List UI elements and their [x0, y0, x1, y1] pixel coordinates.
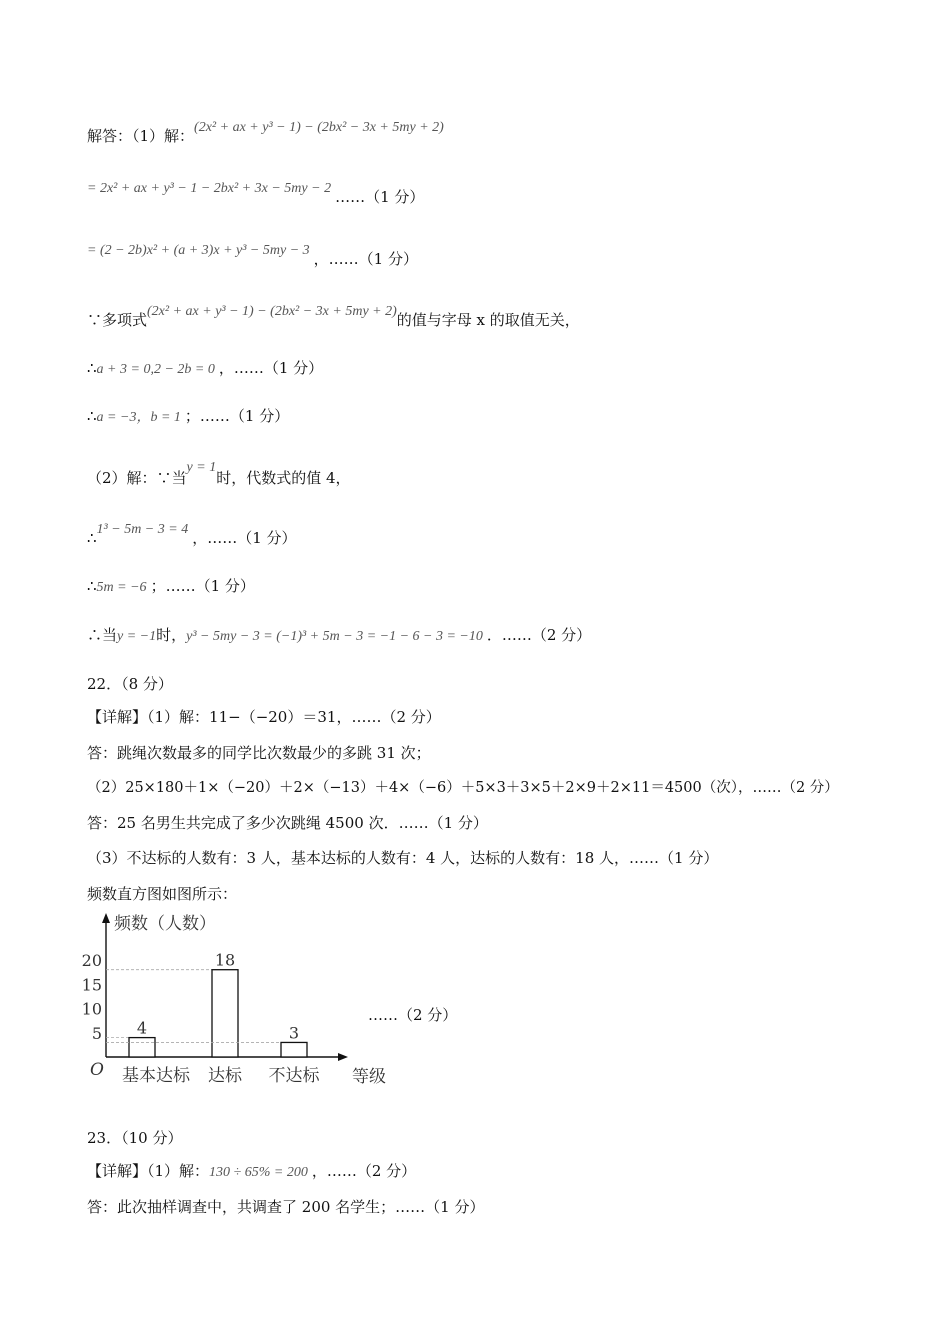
bar: [281, 1042, 307, 1057]
line-prefix: ∵多项式: [87, 311, 148, 329]
category-label: 达标: [208, 1066, 242, 1086]
frequency-histogram: [81, 907, 386, 1092]
category-label: 不达标: [268, 1066, 320, 1086]
math-expression: (2x² + ax + y³ − 1) − (2bx² − 3x + 5my + 2): [194, 120, 444, 135]
y-tick-label: 20: [81, 951, 102, 970]
solution-line-8: [87, 522, 297, 550]
math-expression: a + 3 = 0,2 − 2b = 0: [96, 362, 215, 377]
chart-score-note: ……（2 分）: [368, 1006, 458, 1024]
y-tick-label: 5: [91, 1023, 102, 1043]
y-axis-arrow: [102, 913, 110, 923]
line-prefix: ∴: [87, 577, 97, 595]
line-suffix: 的值与字母 x 的取值无关，: [396, 311, 580, 329]
math-expression: y = −1: [117, 629, 157, 644]
q23-heading: 23．（10 分）: [87, 1129, 183, 1147]
line-prefix: ∴当: [87, 626, 118, 644]
q22-line-1: 【详解】（1）解：11−（−20）＝31，……（2 分）: [87, 708, 441, 726]
solution-line-4: [87, 304, 580, 332]
line-prefix: ∴: [87, 359, 97, 377]
line-prefix: 【详解】（1）解：: [87, 1162, 210, 1180]
q23-line-2: 答：此次抽样调查中，共调查了 200 名学生；……（1 分）: [87, 1198, 485, 1216]
solution-line-1: [87, 120, 444, 148]
line-prefix: ∴: [87, 407, 97, 425]
q22-line-6: 频数直方图如图所示：: [87, 885, 238, 903]
math-expression: y = 1: [186, 460, 217, 475]
bar: [212, 970, 238, 1057]
bar-value-label: 3: [288, 1023, 300, 1043]
score-note: ，……（2 分）: [311, 1162, 417, 1180]
q22-line-4: 答：25 名男生共完成了多少次跳绳 4500 次．……（1 分）: [87, 814, 488, 832]
math-expression: 130 ÷ 65% = 200: [209, 1165, 308, 1180]
solution-line-6: [87, 406, 289, 428]
math-expression: (2x² + ax + y³ − 1) − (2bx² − 3x + 5my + 2): [147, 304, 397, 319]
line-prefix: 解答：（1）解：: [87, 127, 195, 145]
math-expression: = 2x² + ax + y³ − 1 − 2bx² + 3x − 5my − 2: [87, 181, 332, 196]
math-expression: = (2 − 2b)x² + (a + 3)x + y³ − 5my − 3: [87, 243, 310, 258]
math-expression: 1³ − 5m − 3 = 4: [96, 522, 189, 537]
score-note: ，……（1 分）: [313, 250, 418, 268]
q22-heading: 22．（8 分）: [87, 675, 173, 693]
math-expression-2: y³ − 5my − 3 = (−1)³ + 5m − 3 = −1 − 6 − 3 = −10: [186, 629, 483, 644]
score-note: ……（1 分）: [335, 188, 425, 206]
score-note: ；……（1 分）: [184, 407, 290, 425]
q22-line-3: （2）25×180＋1×（−20）＋2×（−13）＋4×（−6）＋5×3＋3×5＋2×9＋2×11＝4500（次），……（2 分）: [87, 780, 839, 796]
score-note: ，……（1 分）: [192, 529, 297, 547]
solution-line-7: [87, 460, 351, 490]
solution-line-2: [87, 181, 425, 209]
category-label: 基本达标: [122, 1066, 190, 1086]
y-tick-label: 10: [81, 999, 102, 1019]
solution-line-3: [87, 243, 418, 271]
line-prefix: （2）解：∵当: [87, 469, 187, 487]
q22-line-5: （3）不达标的人数有：3 人，基本达标的人数有：4 人，达标的人数有：18 人，……（1 分）: [87, 849, 719, 867]
score-note: ，……（1 分）: [218, 359, 324, 377]
solution-line-5: [87, 358, 323, 380]
bar-value-label: 18: [214, 950, 236, 970]
math-expression: 5m = −6: [96, 580, 147, 595]
q22-line-2: 答：跳绳次数最多的同学比次数最少的多跳 31 次；: [87, 744, 431, 762]
x-axis-label: 等级: [352, 1067, 386, 1087]
origin-label: O: [90, 1060, 104, 1080]
score-note: ；……（1 分）: [150, 577, 255, 595]
line-suffix: 时，代数式的值 4，: [216, 469, 351, 487]
line-suffix: 时，: [156, 626, 187, 644]
line-prefix: ∴: [87, 529, 97, 547]
bar-value-label: 4: [136, 1018, 148, 1038]
y-tick-label: 15: [81, 975, 102, 995]
bar: [129, 1038, 155, 1057]
solution-line-9: [87, 576, 255, 598]
x-axis-arrow: [338, 1053, 348, 1061]
q23-line-1: [87, 1161, 416, 1183]
math-expression: a = −3，b = 1: [96, 410, 181, 425]
solution-line-10: [87, 625, 591, 647]
y-axis-label: 频数（人数）: [114, 914, 216, 934]
score-note: ．……（2 分）: [486, 626, 592, 644]
